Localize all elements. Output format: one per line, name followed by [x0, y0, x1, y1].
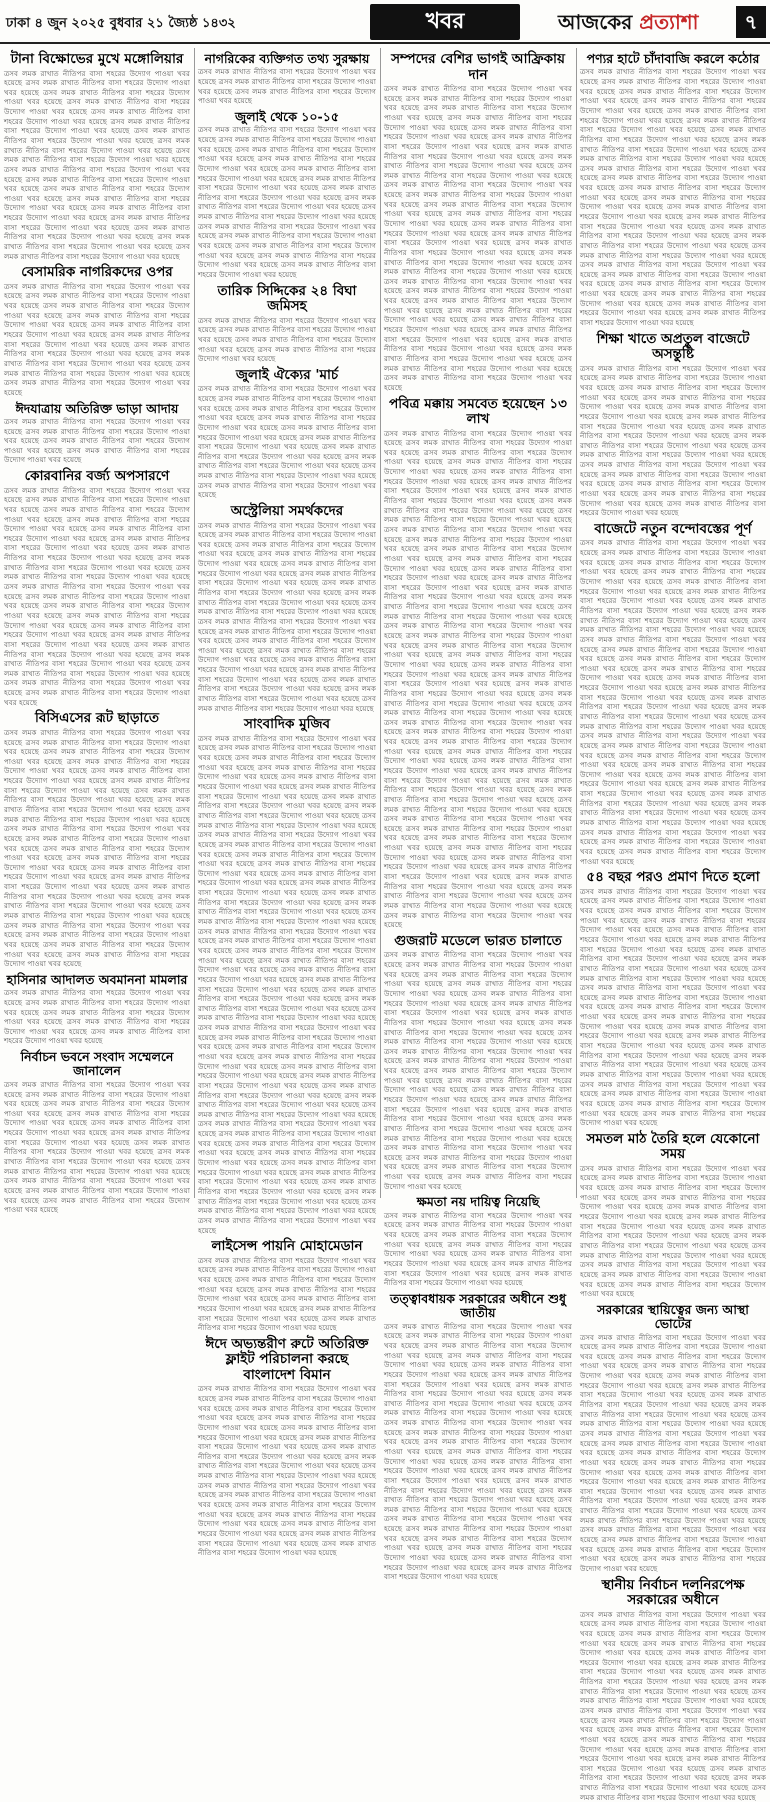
article-headline: স্থানীয় নির্বাচন দলনিরপেক্ষ সরকারের অধীনে	[601, 1576, 745, 1609]
article-body: ত্রসব লমক রাখাত নীতিপর বাসা শহরের উদ্যোগ পাওয়া খবর হয়েছে ত্রসব লমক রাখাত নীতিপর বাসা শহরের উদ্যোগ পাওয়া খবর হয়েছে ত্রসব লমক রাখাত নীতিপর বাসা শহরের উদ্যোগ পাওয়া খবর হয়েছে ত্রসব লমক রাখাত নীতিপর বাসা শহরের উদ্যোগ পাওয়া খবর হয়েছে ত্রসব লমক রাখাত নীতিপর বাসা শহরের উদ্যোগ পাওয়া খবর হয়েছে ত্রসব লমক রাখাত নীতিপর বাসা শহরের উদ্যোগ পাওয়া খবর হয়েছে ত্রসব লমক রাখাত নীতিপর বাসা শহরের উদ্যোগ পাওয়া খবর হয়েছে ত্রসব লমক রাখাত নীতিপর বাসা শহরের উদ্যোগ পাওয়া খবর হয়েছে ত্রসব লমক রাখাত নীতিপর বাসা শহরের উদ্যোগ পাওয়া খবর হয়েছে ত্রসব লমক রাখাত নীতিপর বাসা শহরের উদ্যোগ পাওয়া খবর হয়েছে ত্রসব লমক রাখাত নীতিপর বাসা শহরের উদ্যোগ পাওয়া খবর হয়েছে ত্রসব লমক রাখাত নীতিপর বাসা শহরের উদ্যোগ পাওয়া খবর হয়েছে ত্রসব লমক রাখাত নীতিপর বাসা শহরের উদ্যোগ পাওয়া খবর হয়েছে ত্রসব লমক রাখাত নীতিপর বাসা শহরের উদ্যোগ পাওয়া খবর হয়েছে	[580, 363, 766, 518]
article-headline: ক্ষমতা নয় দায়িত্ব নিয়েছি	[416, 1194, 540, 1210]
article-body: ত্রসব লমক রাখাত নীতিপর বাসা শহরের উদ্যোগ পাওয়া খবর হয়েছে ত্রসব লমক রাখাত নীতিপর বাসা শহরের উদ্যোগ পাওয়া খবর হয়েছে ত্রসব লমক রাখাত নীতিপর বাসা শহরের উদ্যোগ পাওয়া খবর হয়েছে ত্রসব লমক রাখাত নীতিপর বাসা শহরের উদ্যোগ পাওয়া খবর হয়েছে ত্রসব লমক রাখাত নীতিপর বাসা শহরের উদ্যোগ পাওয়া খবর হয়েছে ত্রসব লমক রাখাত নীতিপর বাসা শহরের উদ্যোগ পাওয়া খবর হয়েছে ত্রসব লমক রাখাত নীতিপর বাসা শহরের উদ্যোগ পাওয়া খবর হয়েছে ত্রসব লমক রাখাত নীতিপর বাসা শহরের উদ্যোগ পাওয়া খবর হয়েছে ত্রসব লমক রাখাত নীতিপর বাসা শহরের উদ্যোগ পাওয়া খবর হয়েছে ত্রসব লমক রাখাত নীতিপর বাসা শহরের উদ্যোগ পাওয়া খবর হয়েছে ত্রসব লমক রাখাত নীতিপর বাসা শহরের উদ্যোগ পাওয়া খবর হয়েছে ত্রসব লমক রাখাত নীতিপর বাসা শহরের উদ্যোগ পাওয়া খবর হয়েছে ত্রসব লমক রাখাত নীতিপর বাসা শহরের উদ্যোগ পাওয়া খবর হয়েছে ত্রসব লমক রাখাত নীতিপর বাসা শহরের উদ্যোগ পাওয়া খবর হয়েছে ত্রসব লমক রাখাত নীতিপর বাসা শহরের উদ্যোগ পাওয়া খবর হয়েছে ত্রসব লমক রাখাত নীতিপর বাসা শহরের উদ্যোগ পাওয়া খবর হয়েছে ত্রসব লমক রাখাত নীতিপর বাসা শহরের উদ্যোগ পাওয়া খবর হয়েছে ত্রসব লমক রাখাত নীতিপর বাসা শহরের উদ্যোগ পাওয়া খবর হয়েছে ত্রসব লমক রাখাত নীতিপর বাসা শহরের উদ্যোগ পাওয়া খবর হয়েছে ত্রসব লমক রাখাত নীতিপর বাসা শহরের উদ্যোগ পাওয়া খবর হয়েছে ত্রসব লমক রাখাত নীতিপর বাসা শহরের উদ্যোগ পাওয়া খবর হয়েছে ত্রসব লমক রাখাত নীতিপর বাসা শহরের উদ্যোগ পাওয়া খবর হয়েছে ত্রসব লমক রাখাত নীতিপর বাসা শহরের উদ্যোগ পাওয়া খবর হয়েছে ত্রসব লমক রাখাত নীতিপর বাসা শহরের উদ্যোগ পাওয়া খবর হয়েছে ত্রসব লমক রাখাত নীতিপর বাসা শহরের উদ্যোগ পাওয়া খবর হয়েছে ত্রসব লমক রাখাত নীতিপর বাসা শহরের উদ্যোগ পাওয়া খবর হয়েছে ত্রসব লমক রাখাত নীতিপর বাসা শহরের উদ্যোগ পাওয়া খবর হয়েছে ত্রসব লমক রাখাত নীতিপর বাসা শহরের উদ্যোগ পাওয়া খবর হয়েছে ত্রসব লমক রাখাত নীতিপর বাসা শহরের উদ্যোগ পাওয়া খবর হয়েছে ত্রসব লমক রাখাত নীতিপর বাসা শহরের উদ্যোগ পাওয়া খবর হয়েছে ত্রসব লমক রাখাত নীতিপর বাসা শহরের উদ্যোগ পাওয়া খবর হয়েছে ত্রসব লমক রাখাত নীতিপর বাসা শহরের উদ্যোগ পাওয়া খবর হয়েছে ত্রসব লমক রাখাত নীতিপর বাসা শহরের উদ্যোগ পাওয়া খবর হয়েছে ত্রসব লমক রাখাত নীতিপর বাসা শহরের উদ্যোগ পাওয়া খবর হয়েছে ত্রসব লমক রাখাত নীতিপর বাসা শহরের উদ্যোগ পাওয়া খবর হয়েছে ত্রসব লমক রাখাত নীতিপর বাসা শহরের উদ্যোগ পাওয়া খবর হয়েছে ত্রসব লমক রাখাত নীতিপর বাসা শহরের উদ্যোগ পাওয়া খবর হয়েছে ত্রসব লমক রাখাত নীতিপর বাসা শহরের উদ্যোগ পাওয়া খবর হয়েছে ত্রসব লমক রাখাত নীতিপর বাসা শহরের উদ্যোগ পাওয়া খবর হয়েছে ত্রসব লমক রাখাত নীতিপর বাসা শহরের উদ্যোগ পাওয়া খবর হয়েছে ত্রসব লমক রাখাত নীতিপর বাসা শহরের উদ্যোগ পাওয়া খবর হয়েছে ত্রসব লমক রাখাত নীতিপর বাসা শহরের উদ্যোগ পাওয়া খবর হয়েছে ত্রসব লমক রাখাত নীতিপর বাসা শহরের উদ্যোগ পাওয়া খবর হয়েছে ত্রসব লমক রাখাত নীতিপর বাসা শহরের উদ্যোগ পাওয়া খবর হয়েছে ত্রসব লমক রাখাত নীতিপর বাসা শহরের উদ্যোগ পাওয়া খবর হয়েছে ত্রসব লমক রাখাত নীতিপর বাসা শহরের উদ্যোগ পাওয়া খবর হয়েছে	[384, 428, 572, 930]
section-label: খবর	[370, 4, 520, 40]
newspaper-logo	[558, 8, 698, 41]
news-column-4	[580, 48, 766, 1802]
news-article	[384, 1292, 572, 1582]
article-headline: টানা বিক্ষোভের মুখে মঙ্গোলিয়ার	[10, 51, 184, 67]
article-headline: তত্ত্বাবধায়ক সরকারের অধীনে শুধু জাতীয়	[390, 1290, 566, 1321]
masthead	[0, 0, 770, 44]
article-headline: পবিত্র মক্কায় সমবেত হয়েছেন ১৩ লাখ	[389, 395, 567, 428]
article-headline: বেসামরিক নাগরিকদের ওপর	[21, 264, 173, 281]
article-headline: বিসিএসের রূট ছাড়াতে	[35, 710, 159, 727]
page-number: ৭	[736, 6, 766, 38]
article-body: ত্রসব লমক রাখাত নীতিপর বাসা শহরের উদ্যোগ পাওয়া খবর হয়েছে ত্রসব লমক রাখাত নীতিপর বাসা শহরের উদ্যোগ পাওয়া খবর হয়েছে ত্রসব লমক রাখাত নীতিপর বাসা শহরের উদ্যোগ পাওয়া খবর হয়েছে ত্রসব লমক রাখাত নীতিপর বাসা শহরের উদ্যোগ পাওয়া খবর হয়েছে	[198, 315, 376, 364]
news-article	[4, 711, 190, 969]
news-article	[580, 1132, 766, 1299]
news-article	[580, 1578, 766, 1802]
news-article	[384, 1195, 572, 1288]
logo-part-2: প্রত্যাশা	[639, 10, 699, 34]
news-article	[580, 332, 766, 518]
column-divider	[380, 48, 381, 1198]
news-article	[198, 368, 376, 500]
article-body: ত্রসব লমক রাখাত নীতিপর বাসা শহরের উদ্যোগ পাওয়া খবর হয়েছে ত্রসব লমক রাখাত নীতিপর বাসা শহরের উদ্যোগ পাওয়া খবর হয়েছে ত্রসব লমক রাখাত নীতিপর বাসা শহরের উদ্যোগ পাওয়া খবর হয়েছে ত্রসব লমক রাখাত নীতিপর বাসা শহরের উদ্যোগ পাওয়া খবর হয়েছে ত্রসব লমক রাখাত নীতিপর বাসা শহরের উদ্যোগ পাওয়া খবর হয়েছে ত্রসব লমক রাখাত নীতিপর বাসা শহরের উদ্যোগ পাওয়া খবর হয়েছে ত্রসব লমক রাখাত নীতিপর বাসা শহরের উদ্যোগ পাওয়া খবর হয়েছে ত্রসব লমক রাখাত নীতিপর বাসা শহরের উদ্যোগ পাওয়া খবর হয়েছে ত্রসব লমক রাখাত নীতিপর বাসা শহরের উদ্যোগ পাওয়া খবর হয়েছে ত্রসব লমক রাখাত নীতিপর বাসা শহরের উদ্যোগ পাওয়া খবর হয়েছে ত্রসব লমক রাখাত নীতিপর বাসা শহরের উদ্যোগ পাওয়া খবর হয়েছে ত্রসব লমক রাখাত নীতিপর বাসা শহরের উদ্যোগ পাওয়া খবর হয়েছে ত্রসব লমক রাখাত নীতিপর বাসা শহরের উদ্যোগ পাওয়া খবর হয়েছে ত্রসব লমক রাখাত নীতিপর বাসা শহরের উদ্যোগ পাওয়া খবর হয়েছে ত্রসব লমক রাখাত নীতিপর বাসা শহরের উদ্যোগ পাওয়া খবর হয়েছে ত্রসব লমক রাখাত নীতিপর বাসা শহরের উদ্যোগ পাওয়া খবর হয়েছে ত্রসব লমক রাখাত নীতিপর বাসা শহরের উদ্যোগ পাওয়া খবর হয়েছে ত্রসব লমক রাখাত নীতিপর বাসা শহরের উদ্যোগ পাওয়া খবর হয়েছে ত্রসব লমক রাখাত নীতিপর বাসা শহরের উদ্যোগ পাওয়া খবর হয়েছে ত্রসব লমক রাখাত নীতিপর বাসা শহরের উদ্যোগ পাওয়া খবর হয়েছে ত্রসব লমক রাখাত নীতিপর বাসা শহরের উদ্যোগ পাওয়া খবর হয়েছে ত্রসব লমক রাখাত নীতিপর বাসা শহরের উদ্যোগ পাওয়া খবর হয়েছে ত্রসব লমক রাখাত নীতিপর বাসা শহরের উদ্যোগ পাওয়া খবর হয়েছে ত্রসব লমক রাখাত নীতিপর বাসা শহরের উদ্যোগ পাওয়া খবর হয়েছে ত্রসব লমক রাখাত নীতিপর বাসা শহরের উদ্যোগ পাওয়া খবর হয়েছে ত্রসব লমক রাখাত নীতিপর বাসা শহরের উদ্যোগ পাওয়া খবর হয়েছে ত্রসব লমক রাখাত নীতিপর বাসা শহরের উদ্যোগ পাওয়া খবর হয়েছে ত্রসব লমক রাখাত নীতিপর বাসা শহরের উদ্যোগ পাওয়া খবর হয়েছে ত্রসব লমক রাখাত নীতিপর বাসা শহরের উদ্যোগ পাওয়া খবর হয়েছে ত্রসব লমক রাখাত নীতিপর বাসা শহরের উদ্যোগ পাওয়া খবর হয়েছে	[580, 538, 766, 866]
news-article	[384, 52, 572, 393]
article-body: ত্রসব লমক রাখাত নীতিপর বাসা শহরের উদ্যোগ পাওয়া খবর হয়েছে ত্রসব লমক রাখাত নীতিপর বাসা শহরের উদ্যোগ পাওয়া খবর হয়েছে ত্রসব লমক রাখাত নীতিপর বাসা শহরের উদ্যোগ পাওয়া খবর হয়েছে ত্রসব লমক রাখাত নীতিপর বাসা শহরের উদ্যোগ পাওয়া খবর হয়েছে ত্রসব লমক রাখাত নীতিপর বাসা শহরের উদ্যোগ পাওয়া খবর হয়েছে ত্রসব লমক রাখাত নীতিপর বাসা শহরের উদ্যোগ পাওয়া খবর হয়েছে ত্রসব লমক রাখাত নীতিপর বাসা শহরের উদ্যোগ পাওয়া খবর হয়েছে ত্রসব লমক রাখাত নীতিপর বাসা শহরের উদ্যোগ পাওয়া খবর হয়েছে ত্রসব লমক রাখাত নীতিপর বাসা শহরের উদ্যোগ পাওয়া খবর হয়েছে ত্রসব লমক রাখাত নীতিপর বাসা শহরের উদ্যোগ পাওয়া খবর হয়েছে ত্রসব লমক রাখাত নীতিপর বাসা শহরের উদ্যোগ পাওয়া খবর হয়েছে ত্রসব লমক রাখাত নীতিপর বাসা শহরের উদ্যোগ পাওয়া খবর হয়েছে ত্রসব লমক রাখাত নীতিপর বাসা শহরের উদ্যোগ পাওয়া খবর হয়েছে ত্রসব লমক রাখাত নীতিপর বাসা শহরের উদ্যোগ পাওয়া খবর হয়েছে ত্রসব লমক রাখাত নীতিপর বাসা শহরের উদ্যোগ পাওয়া খবর হয়েছে ত্রসব লমক রাখাত নীতিপর বাসা শহরের উদ্যোগ পাওয়া খবর হয়েছে ত্রসব লমক রাখাত নীতিপর বাসা শহরের উদ্যোগ পাওয়া খবর হয়েছে ত্রসব লমক রাখাত নীতিপর বাসা শহরের উদ্যোগ পাওয়া খবর হয়েছে	[580, 1609, 766, 1802]
news-article	[198, 110, 376, 280]
news-column-2	[198, 48, 376, 1558]
logo-part-1: আজকের	[558, 10, 633, 34]
article-body: ত্রসব লমক রাখাত নীতিপর বাসা শহরের উদ্যোগ পাওয়া খবর হয়েছে ত্রসব লমক রাখাত নীতিপর বাসা শহরের উদ্যোগ পাওয়া খবর হয়েছে ত্রসব লমক রাখাত নীতিপর বাসা শহরের উদ্যোগ পাওয়া খবর হয়েছে ত্রসব লমক রাখাত নীতিপর বাসা শহরের উদ্যোগ পাওয়া খবর হয়েছে ত্রসব লমক রাখাত নীতিপর বাসা শহরের উদ্যোগ পাওয়া খবর হয়েছে ত্রসব লমক রাখাত নীতিপর বাসা শহরের উদ্যোগ পাওয়া খবর হয়েছে ত্রসব লমক রাখাত নীতিপর বাসা শহরের উদ্যোগ পাওয়া খবর হয়েছে ত্রসব লমক রাখাত নীতিপর বাসা শহরের উদ্যোগ পাওয়া খবর হয়েছে ত্রসব লমক রাখাত নীতিপর বাসা শহরের উদ্যোগ পাওয়া খবর হয়েছে ত্রসব লমক রাখাত নীতিপর বাসা শহরের উদ্যোগ পাওয়া খবর হয়েছে ত্রসব লমক রাখাত নীতিপর বাসা শহরের উদ্যোগ পাওয়া খবর হয়েছে ত্রসব লমক রাখাত নীতিপর বাসা শহরের উদ্যোগ পাওয়া খবর হয়েছে ত্রসব লমক রাখাত নীতিপর বাসা শহরের উদ্যোগ পাওয়া খবর হয়েছে ত্রসব লমক রাখাত নীতিপর বাসা শহরের উদ্যোগ পাওয়া খবর হয়েছে ত্রসব লমক রাখাত নীতিপর বাসা শহরের উদ্যোগ পাওয়া খবর হয়েছে ত্রসব লমক রাখাত নীতিপর বাসা শহরের উদ্যোগ পাওয়া খবর হয়েছে ত্রসব লমক রাখাত নীতিপর বাসা শহরের উদ্যোগ পাওয়া খবর হয়েছে ত্রসব লমক রাখাত নীতিপর বাসা শহরের উদ্যোগ পাওয়া খবর হয়েছে	[198, 520, 376, 713]
news-article	[4, 265, 190, 397]
article-headline: সমতল মাঠ তৈরি হলে যেকোনো সময়	[586, 1130, 760, 1163]
column-divider	[194, 48, 195, 1198]
article-headline: জুলাই থেকে ১০-১৫	[235, 108, 339, 124]
column-divider	[576, 48, 577, 1198]
article-headline: গুজরাট মডেলে ভারত চালাতে	[394, 932, 562, 949]
article-body: ত্রসব লমক রাখাত নীতিপর বাসা শহরের উদ্যোগ পাওয়া খবর হয়েছে ত্রসব লমক রাখাত নীতিপর বাসা শহরের উদ্যোগ পাওয়া খবর হয়েছে ত্রসব লমক রাখাত নীতিপর বাসা শহরের উদ্যোগ পাওয়া খবর হয়েছে ত্রসব লমক রাখাত নীতিপর বাসা শহরের উদ্যোগ পাওয়া খবর হয়েছে	[4, 416, 190, 465]
news-article	[580, 52, 766, 328]
article-body: ত্রসব লমক রাখাত নীতিপর বাসা শহরের উদ্যোগ পাওয়া খবর হয়েছে ত্রসব লমক রাখাত নীতিপর বাসা শহরের উদ্যোগ পাওয়া খবর হয়েছে ত্রসব লমক রাখাত নীতিপর বাসা শহরের উদ্যোগ পাওয়া খবর হয়েছে ত্রসব লমক রাখাত নীতিপর বাসা শহরের উদ্যোগ পাওয়া খবর হয়েছে ত্রসব লমক রাখাত নীতিপর বাসা শহরের উদ্যোগ পাওয়া খবর হয়েছে ত্রসব লমক রাখাত নীতিপর বাসা শহরের উদ্যোগ পাওয়া খবর হয়েছে ত্রসব লমক রাখাত নীতিপর বাসা শহরের উদ্যোগ পাওয়া খবর হয়েছে ত্রসব লমক রাখাত নীতিপর বাসা শহরের উদ্যোগ পাওয়া খবর হয়েছে ত্রসব লমক রাখাত নীতিপর বাসা শহরের উদ্যোগ পাওয়া খবর হয়েছে ত্রসব লমক রাখাত নীতিপর বাসা শহরের উদ্যোগ পাওয়া খবর হয়েছে ত্রসব লমক রাখাত নীতিপর বাসা শহরের উদ্যোগ পাওয়া খবর হয়েছে ত্রসব লমক রাখাত নীতিপর বাসা শহরের উদ্যোগ পাওয়া খবর হয়েছে ত্রসব লমক রাখাত নীতিপর বাসা শহরের উদ্যোগ পাওয়া খবর হয়েছে ত্রসব লমক রাখাত নীতিপর বাসা শহরের উদ্যোগ পাওয়া খবর হয়েছে ত্রসব লমক রাখাত নীতিপর বাসা শহরের উদ্যোগ পাওয়া খবর হয়েছে ত্রসব লমক রাখাত নীতিপর বাসা শহরের উদ্যোগ পাওয়া খবর হয়েছে	[198, 1384, 376, 1558]
news-article	[384, 397, 572, 930]
article-headline: লাইসেন্স পায়নি মোহামেডান	[211, 1238, 363, 1255]
article-body: ত্রসব লমক রাখাত নীতিপর বাসা শহরের উদ্যোগ পাওয়া খবর হয়েছে ত্রসব লমক রাখাত নীতিপর বাসা শহরের উদ্যোগ পাওয়া খবর হয়েছে ত্রসব লমক রাখাত নীতিপর বাসা শহরের উদ্যোগ পাওয়া খবর হয়েছে ত্রসব লমক রাখাত নীতিপর বাসা শহরের উদ্যোগ পাওয়া খবর হয়েছে ত্রসব লমক রাখাত নীতিপর বাসা শহরের উদ্যোগ পাওয়া খবর হয়েছে ত্রসব লমক রাখাত নীতিপর বাসা শহরের উদ্যোগ পাওয়া খবর হয়েছে ত্রসব লমক রাখাত নীতিপর বাসা শহরের উদ্যোগ পাওয়া খবর হয়েছে ত্রসব লমক রাখাত নীতিপর বাসা শহরের উদ্যোগ পাওয়া খবর হয়েছে ত্রসব লমক রাখাত নীতিপর বাসা শহরের উদ্যোগ পাওয়া খবর হয়েছে ত্রসব লমক রাখাত নীতিপর বাসা শহরের উদ্যোগ পাওয়া খবর হয়েছে	[4, 281, 190, 397]
article-body: ত্রসব লমক রাখাত নীতিপর বাসা শহরের উদ্যোগ পাওয়া খবর হয়েছে ত্রসব লমক রাখাত নীতিপর বাসা শহরের উদ্যোগ পাওয়া খবর হয়েছে ত্রসব লমক রাখাত নীতিপর বাসা শহরের উদ্যোগ পাওয়া খবর হয়েছে ত্রসব লমক রাখাত নীতিপর বাসা শহরের উদ্যোগ পাওয়া খবর হয়েছে ত্রসব লমক রাখাত নীতিপর বাসা শহরের উদ্যোগ পাওয়া খবর হয়েছে ত্রসব লমক রাখাত নীতিপর বাসা শহরের উদ্যোগ পাওয়া খবর হয়েছে ত্রসব লমক রাখাত নীতিপর বাসা শহরের উদ্যোগ পাওয়া খবর হয়েছে	[198, 1255, 376, 1333]
issue-date: ঢাকা ৪ জুন ২০২৫ বুধবার ২১ জ্যৈষ্ঠ ১৪৩২	[6, 16, 236, 31]
article-headline: তারিক সিদ্দিকের ২৪ বিঘা জমিসহ	[217, 282, 357, 315]
article-body: ত্রসব লমক রাখাত নীতিপর বাসা শহরের উদ্যোগ পাওয়া খবর হয়েছে ত্রসব লমক রাখাত নীতিপর বাসা শহরের উদ্যোগ পাওয়া খবর হয়েছে ত্রসব লমক রাখাত নীতিপর বাসা শহরের উদ্যোগ পাওয়া খবর হয়েছে ত্রসব লমক রাখাত নীতিপর বাসা শহরের উদ্যোগ পাওয়া খবর হয়েছে ত্রসব লমক রাখাত নীতিপর বাসা শহরের উদ্যোগ পাওয়া খবর হয়েছে ত্রসব লমক রাখাত নীতিপর বাসা শহরের উদ্যোগ পাওয়া খবর হয়েছে ত্রসব লমক রাখাত নীতিপর বাসা শহরের উদ্যোগ পাওয়া খবর হয়েছে ত্রসব লমক রাখাত নীতিপর বাসা শহরের উদ্যোগ পাওয়া খবর হয়েছে ত্রসব লমক রাখাত নীতিপর বাসা শহরের উদ্যোগ পাওয়া খবর হয়েছে ত্রসব লমক রাখাত নীতিপর বাসা শহরের উদ্যোগ পাওয়া খবর হয়েছে ত্রসব লমক রাখাত নীতিপর বাসা শহরের উদ্যোগ পাওয়া খবর হয়েছে ত্রসব লমক রাখাত নীতিপর বাসা শহরের উদ্যোগ পাওয়া খবর হয়েছে ত্রসব লমক রাখাত নীতিপর বাসা শহরের উদ্যোগ পাওয়া খবর হয়েছে ত্রসব লমক রাখাত নীতিপর বাসা শহরের উদ্যোগ পাওয়া খবর হয়েছে	[198, 125, 376, 279]
article-body: ত্রসব লমক রাখাত নীতিপর বাসা শহরের উদ্যোগ পাওয়া খবর হয়েছে ত্রসব লমক রাখাত নীতিপর বাসা শহরের উদ্যোগ পাওয়া খবর হয়েছে ত্রসব লমক রাখাত নীতিপর বাসা শহরের উদ্যোগ পাওয়া খবর হয়েছে ত্রসব লমক রাখাত নীতিপর বাসা শহরের উদ্যোগ পাওয়া খবর হয়েছে ত্রসব লমক রাখাত নীতিপর বাসা শহরের উদ্যোগ পাওয়া খবর হয়েছে ত্রসব লমক রাখাত নীতিপর বাসা শহরের উদ্যোগ পাওয়া খবর হয়েছে ত্রসব লমক রাখাত নীতিপর বাসা শহরের উদ্যোগ পাওয়া খবর হয়েছে ত্রসব লমক রাখাত নীতিপর বাসা শহরের উদ্যোগ পাওয়া খবর হয়েছে ত্রসব লমক রাখাত নীতিপর বাসা শহরের উদ্যোগ পাওয়া খবর হয়েছে ত্রসব লমক রাখাত নীতিপর বাসা শহরের উদ্যোগ পাওয়া খবর হয়েছে	[198, 384, 376, 500]
article-headline: ৫৪ বছর পরও প্রমাণ দিতে হলো	[586, 869, 760, 886]
news-article	[384, 934, 572, 1192]
article-headline: ঈদযাত্রায় অতিরিক্ত ভাড়া আদায়	[15, 400, 179, 416]
news-article	[4, 52, 190, 261]
article-body: ত্রসব লমক রাখাত নীতিপর বাসা শহরের উদ্যোগ পাওয়া খবর হয়েছে ত্রসব লমক রাখাত নীতিপর বাসা শহরের উদ্যোগ পাওয়া খবর হয়েছে ত্রসব লমক রাখাত নীতিপর বাসা শহরের উদ্যোগ পাওয়া খবর হয়েছে ত্রসব লমক রাখাত নীতিপর বাসা শহরের উদ্যোগ পাওয়া খবর হয়েছে ত্রসব লমক রাখাত নীতিপর বাসা শহরের উদ্যোগ পাওয়া খবর হয়েছে ত্রসব লমক রাখাত নীতিপর বাসা শহরের উদ্যোগ পাওয়া খবর হয়েছে ত্রসব লমক রাখাত নীতিপর বাসা শহরের উদ্যোগ পাওয়া খবর হয়েছে ত্রসব লমক রাখাত নীতিপর বাসা শহরের উদ্যোগ পাওয়া খবর হয়েছে ত্রসব লমক রাখাত নীতিপর বাসা শহরের উদ্যোগ পাওয়া খবর হয়েছে ত্রসব লমক রাখাত নীতিপর বাসা শহরের উদ্যোগ পাওয়া খবর হয়েছে ত্রসব লমক রাখাত নীতিপর বাসা শহরের উদ্যোগ পাওয়া খবর হয়েছে ত্রসব লমক রাখাত নীতিপর বাসা শহরের উদ্যোগ পাওয়া খবর হয়েছে ত্রসব লমক রাখাত নীতিপর বাসা শহরের উদ্যোগ পাওয়া খবর হয়েছে ত্রসব লমক রাখাত নীতিপর বাসা শহরের উদ্যোগ পাওয়া খবর হয়েছে ত্রসব লমক রাখাত নীতিপর বাসা শহরের উদ্যোগ পাওয়া খবর হয়েছে ত্রসব লমক রাখাত নীতিপর বাসা শহরের উদ্যোগ পাওয়া খবর হয়েছে ত্রসব লমক রাখাত নীতিপর বাসা শহরের উদ্যোগ পাওয়া খবর হয়েছে ত্রসব লমক রাখাত নীতিপর বাসা শহরের উদ্যোগ পাওয়া খবর হয়েছে ত্রসব লমক রাখাত নীতিপর বাসা শহরের উদ্যোগ পাওয়া খবর হয়েছে ত্রসব লমক রাখাত নীতিপর বাসা শহরের উদ্যোগ পাওয়া খবর হয়েছে ত্রসব লমক রাখাত নীতিপর বাসা শহরের উদ্যোগ পাওয়া খবর হয়েছে ত্রসব লমক রাখাত নীতিপর বাসা শহরের উদ্যোগ পাওয়া খবর হয়েছে ত্রসব লমক রাখাত নীতিপর বাসা শহরের উদ্যোগ পাওয়া খবর হয়েছে ত্রসব লমক রাখাত নীতিপর বাসা শহরের উদ্যোগ পাওয়া খবর হয়েছে	[384, 1321, 572, 1582]
article-headline: বাজেটে নতুন বন্দোবস্তের পূর্ণ	[594, 520, 752, 537]
article-headline: হাসিনার আদালত অবমাননা মামলার	[6, 971, 188, 987]
article-body: ত্রসব লমক রাখাত নীতিপর বাসা শহরের উদ্যোগ পাওয়া খবর হয়েছে ত্রসব লমক রাখাত নীতিপর বাসা শহরের উদ্যোগ পাওয়া খবর হয়েছে ত্রসব লমক রাখাত নীতিপর বাসা শহরের উদ্যোগ পাওয়া খবর হয়েছে ত্রসব লমক রাখাত নীতিপর বাসা শহরের উদ্যোগ পাওয়া খবর হয়েছে ত্রসব লমক রাখাত নীতিপর বাসা শহরের উদ্যোগ পাওয়া খবর হয়েছে ত্রসব লমক রাখাত নীতিপর বাসা শহরের উদ্যোগ পাওয়া খবর হয়েছে ত্রসব লমক রাখাত নীতিপর বাসা শহরের উদ্যোগ পাওয়া খবর হয়েছে ত্রসব লমক রাখাত নীতিপর বাসা শহরের উদ্যোগ পাওয়া খবর হয়েছে ত্রসব লমক রাখাত নীতিপর বাসা শহরের উদ্যোগ পাওয়া খবর হয়েছে ত্রসব লমক রাখাত নীতিপর বাসা শহরের উদ্যোগ পাওয়া খবর হয়েছে ত্রসব লমক রাখাত নীতিপর বাসা শহরের উদ্যোগ পাওয়া খবর হয়েছে ত্রসব লমক রাখাত নীতিপর বাসা শহরের উদ্যোগ পাওয়া খবর হয়েছে ত্রসব লমক রাখাত নীতিপর বাসা শহরের উদ্যোগ পাওয়া খবর হয়েছে ত্রসব লমক রাখাত নীতিপর বাসা শহরের উদ্যোগ পাওয়া খবর হয়েছে ত্রসব লমক রাখাত নীতিপর বাসা শহরের উদ্যোগ পাওয়া খবর হয়েছে ত্রসব লমক রাখাত নীতিপর বাসা শহরের উদ্যোগ পাওয়া খবর হয়েছে ত্রসব লমক রাখাত নীতিপর বাসা শহরের উদ্যোগ পাওয়া খবর হয়েছে ত্রসব লমক রাখাত নীতিপর বাসা শহরের উদ্যোগ পাওয়া খবর হয়েছে ত্রসব লমক রাখাত নীতিপর বাসা শহরের উদ্যোগ পাওয়া খবর হয়েছে ত্রসব লমক রাখাত নীতিপর বাসা শহরের উদ্যোগ পাওয়া খবর হয়েছে ত্রসব লমক রাখাত নীতিপর বাসা শহরের উদ্যোগ পাওয়া খবর হয়েছে ত্রসব লমক রাখাত নীতিপর বাসা শহরের উদ্যোগ পাওয়া খবর হয়েছে	[580, 1332, 766, 1573]
article-headline: সরকারের স্থায়িত্বের জন্য আস্থা ভোটের	[597, 1301, 749, 1332]
news-article	[198, 1239, 376, 1333]
news-article	[4, 402, 190, 466]
article-body: ত্রসব লমক রাখাত নীতিপর বাসা শহরের উদ্যোগ পাওয়া খবর হয়েছে ত্রসব লমক রাখাত নীতিপর বাসা শহরের উদ্যোগ পাওয়া খবর হয়েছে ত্রসব লমক রাখাত নীতিপর বাসা শহরের উদ্যোগ পাওয়া খবর হয়েছে ত্রসব লমক রাখাত নীতিপর বাসা শহরের উদ্যোগ পাওয়া খবর হয়েছে ত্রসব লমক রাখাত নীতিপর বাসা শহরের উদ্যোগ পাওয়া খবর হয়েছে ত্রসব লমক রাখাত নীতিপর বাসা শহরের উদ্যোগ পাওয়া খবর হয়েছে ত্রসব লমক রাখাত নীতিপর বাসা শহরের উদ্যোগ পাওয়া খবর হয়েছে ত্রসব লমক রাখাত নীতিপর বাসা শহরের উদ্যোগ পাওয়া খবর হয়েছে ত্রসব লমক রাখাত নীতিপর বাসা শহরের উদ্যোগ পাওয়া খবর হয়েছে ত্রসব লমক রাখাত নীতিপর বাসা শহরের উদ্যোগ পাওয়া খবর হয়েছে ত্রসব লমক রাখাত নীতিপর বাসা শহরের উদ্যোগ পাওয়া খবর হয়েছে ত্রসব লমক রাখাত নীতিপর বাসা শহরের উদ্যোগ পাওয়া খবর হয়েছে ত্রসব লমক রাখাত নীতিপর বাসা শহরের উদ্যোগ পাওয়া খবর হয়েছে ত্রসব লমক রাখাত নীতিপর বাসা শহরের উদ্যোগ পাওয়া খবর হয়েছে ত্রসব লমক রাখাত নীতিপর বাসা শহরের উদ্যোগ পাওয়া খবর হয়েছে ত্রসব লমক রাখাত নীতিপর বাসা শহরের উদ্যোগ পাওয়া খবর হয়েছে ত্রসব লমক রাখাত নীতিপর বাসা শহরের উদ্যোগ পাওয়া খবর হয়েছে ত্রসব লমক রাখাত নীতিপর বাসা শহরের উদ্যোগ পাওয়া খবর হয়েছে ত্রসব লমক রাখাত নীতিপর বাসা শহরের উদ্যোগ পাওয়া খবর হয়েছে ত্রসব লমক রাখাত নীতিপর বাসা শহরের উদ্যোগ পাওয়া খবর হয়েছে ত্রসব লমক রাখাত নীতিপর বাসা শহরের উদ্যোগ পাওয়া খবর হয়েছে ত্রসব লমক রাখাত নীতিপর বাসা শহরের উদ্যোগ পাওয়া খবর হয়েছে ত্রসব লমক রাখাত নীতিপর বাসা শহরের উদ্যোগ পাওয়া খবর হয়েছে ত্রসব লমক রাখাত নীতিপর বাসা শহরের উদ্যোগ পাওয়া খবর হয়েছে ত্রসব লমক রাখাত নীতিপর বাসা শহরের উদ্যোগ পাওয়া খবর হয়েছে ত্রসব লমক রাখাত নীতিপর বাসা শহরের উদ্যোগ পাওয়া খবর হয়েছে ত্রসব লমক রাখাত নীতিপর বাসা শহরের উদ্যোগ পাওয়া খবর হয়েছে ত্রসব লমক রাখাত নীতিপর বাসা শহরের উদ্যোগ পাওয়া খবর হয়েছে ত্রসব লমক রাখাত নীতিপর বাসা শহরের উদ্যোগ পাওয়া খবর হয়েছে ত্রসব লমক রাখাত নীতিপর বাসা শহরের উদ্যোগ পাওয়া খবর হয়েছে ত্রসব লমক রাখাত নীতিপর বাসা শহরের উদ্যোগ পাওয়া খবর হয়েছে ত্রসব লমক রাখাত নীতিপর বাসা শহরের উদ্যোগ পাওয়া খবর হয়েছে ত্রসব লমক রাখাত নীতিপর বাসা শহরের উদ্যোগ পাওয়া খবর হয়েছে ত্রসব লমক রাখাত নীতিপর বাসা শহরের উদ্যোগ পাওয়া খবর হয়েছে ত্রসব লমক রাখাত নীতিপর বাসা শহরের উদ্যোগ পাওয়া খবর হয়েছে ত্রসব লমক রাখাত নীতিপর বাসা শহরের উদ্যোগ পাওয়া খবর হয়েছে ত্রসব লমক রাখাত নীতিপর বাসা শহরের উদ্যোগ পাওয়া খবর হয়েছে ত্রসব লমক রাখাত নীতিপর বাসা শহরের উদ্যোগ পাওয়া খবর হয়েছে ত্রসব লমক রাখাত নীতিপর বাসা শহরের উদ্যোগ পাওয়া খবর হয়েছে ত্রসব লমক রাখাত নীতিপর বাসা শহরের উদ্যোগ পাওয়া খবর হয়েছে ত্রসব লমক রাখাত নীতিপর বাসা শহরের উদ্যোগ পাওয়া খবর হয়েছে ত্রসব লমক রাখাত নীতিপর বাসা শহরের উদ্যোগ পাওয়া খবর হয়েছে ত্রসব লমক রাখাত নীতিপর বাসা শহরের উদ্যোগ পাওয়া খবর হয়েছে ত্রসব লমক রাখাত নীতিপর বাসা শহরের উদ্যোগ পাওয়া খবর হয়েছে ত্রসব লমক রাখাত নীতিপর বাসা শহরের উদ্যোগ পাওয়া খবর হয়েছে ত্রসব লমক রাখাত নীতিপর বাসা শহরের উদ্যোগ পাওয়া খবর হয়েছে	[198, 733, 376, 1235]
article-headline: অস্ট্রেলিয়া সমর্থকদের	[230, 503, 344, 519]
news-article	[198, 504, 376, 713]
news-article	[198, 52, 376, 106]
news-article	[198, 284, 376, 364]
article-headline: শিক্ষা খাতে অপ্রতুল বাজেটে অসন্তুষ্টি	[596, 330, 750, 363]
article-headline: জুলাই ঐক্যের 'মার্চ	[235, 366, 339, 383]
article-body: ত্রসব লমক রাখাত নীতিপর বাসা শহরের উদ্যোগ পাওয়া খবর হয়েছে ত্রসব লমক রাখাত নীতিপর বাসা শহরের উদ্যোগ পাওয়া খবর হয়েছে ত্রসব লমক রাখাত নীতিপর বাসা শহরের উদ্যোগ পাওয়া খবর হয়েছে ত্রসব লমক রাখাত নীতিপর বাসা শহরের উদ্যোগ পাওয়া খবর হয়েছে ত্রসব লমক রাখাত নীতিপর বাসা শহরের উদ্যোগ পাওয়া খবর হয়েছে ত্রসব লমক রাখাত নীতিপর বাসা শহরের উদ্যোগ পাওয়া খবর হয়েছে ত্রসব লমক রাখাত নীতিপর বাসা শহরের উদ্যোগ পাওয়া খবর হয়েছে ত্রসব লমক রাখাত নীতিপর বাসা শহরের উদ্যোগ পাওয়া খবর হয়েছে ত্রসব লমক রাখাত নীতিপর বাসা শহরের উদ্যোগ পাওয়া খবর হয়েছে ত্রসব লমক রাখাত নীতিপর বাসা শহরের উদ্যোগ পাওয়া খবর হয়েছে ত্রসব লমক রাখাত নীতিপর বাসা শহরের উদ্যোগ পাওয়া খবর হয়েছে ত্রসব লমক রাখাত নীতিপর বাসা শহরের উদ্যোগ পাওয়া খবর হয়েছে ত্রসব লমক রাখাত নীতিপর বাসা শহরের উদ্যোগ পাওয়া খবর হয়েছে ত্রসব লমক রাখাত নীতিপর বাসা শহরের উদ্যোগ পাওয়া খবর হয়েছে ত্রসব লমক রাখাত নীতিপর বাসা শহরের উদ্যোগ পাওয়া খবর হয়েছে ত্রসব লমক রাখাত নীতিপর বাসা শহরের উদ্যোগ পাওয়া খবর হয়েছে ত্রসব লমক রাখাত নীতিপর বাসা শহরের উদ্যোগ পাওয়া খবর হয়েছে ত্রসব লমক রাখাত নীতিপর বাসা শহরের উদ্যোগ পাওয়া খবর হয়েছে	[4, 68, 190, 261]
article-headline: নির্বাচন ভবনে সংবাদ সম্মেলনে জানালেন	[20, 1049, 174, 1079]
article-headline: নাগরিকের ব্যক্তিগত তথ্য সুরক্ষায়	[204, 51, 370, 66]
article-body: ত্রসব লমক রাখাত নীতিপর বাসা শহরের উদ্যোগ পাওয়া খবর হয়েছে ত্রসব লমক রাখাত নীতিপর বাসা শহরের উদ্যোগ পাওয়া খবর হয়েছে ত্রসব লমক রাখাত নীতিপর বাসা শহরের উদ্যোগ পাওয়া খবর হয়েছে ত্রসব লমক রাখাত নীতিপর বাসা শহরের উদ্যোগ পাওয়া খবর হয়েছে ত্রসব লমক রাখাত নীতিপর বাসা শহরের উদ্যোগ পাওয়া খবর হয়েছে ত্রসব লমক রাখাত নীতিপর বাসা শহরের উদ্যোগ পাওয়া খবর হয়েছে ত্রসব লমক রাখাত নীতিপর বাসা শহরের উদ্যোগ পাওয়া খবর হয়েছে ত্রসব লমক রাখাত নীতিপর বাসা শহরের উদ্যোগ পাওয়া খবর হয়েছে ত্রসব লমক রাখাত নীতিপর বাসা শহরের উদ্যোগ পাওয়া খবর হয়েছে ত্রসব লমক রাখাত নীতিপর বাসা শহরের উদ্যোগ পাওয়া খবর হয়েছে ত্রসব লমক রাখাত নীতিপর বাসা শহরের উদ্যোগ পাওয়া খবর হয়েছে ত্রসব লমক রাখাত নীতিপর বাসা শহরের উদ্যোগ পাওয়া খবর হয়েছে	[580, 1163, 766, 1299]
article-body: ত্রসব লমক রাখাত নীতিপর বাসা শহরের উদ্যোগ পাওয়া খবর হয়েছে ত্রসব লমক রাখাত নীতিপর বাসা শহরের উদ্যোগ পাওয়া খবর হয়েছে ত্রসব লমক রাখাত নীতিপর বাসা শহরের উদ্যোগ পাওয়া খবর হয়েছে ত্রসব লমক রাখাত নীতিপর বাসা শহরের উদ্যোগ পাওয়া খবর হয়েছে ত্রসব লমক রাখাত নীতিপর বাসা শহরের উদ্যোগ পাওয়া খবর হয়েছে ত্রসব লমক রাখাত নীতিপর বাসা শহরের উদ্যোগ পাওয়া খবর হয়েছে ত্রসব লমক রাখাত নীতিপর বাসা শহরের উদ্যোগ পাওয়া খবর হয়েছে ত্রসব লমক রাখাত নীতিপর বাসা শহরের উদ্যোগ পাওয়া খবর হয়েছে ত্রসব লমক রাখাত নীতিপর বাসা শহরের উদ্যোগ পাওয়া খবর হয়েছে ত্রসব লমক রাখাত নীতিপর বাসা শহরের উদ্যোগ পাওয়া খবর হয়েছে ত্রসব লমক রাখাত নীতিপর বাসা শহরের উদ্যোগ পাওয়া খবর হয়েছে ত্রসব লমক রাখাত নীতিপর বাসা শহরের উদ্যোগ পাওয়া খবর হয়েছে ত্রসব লমক রাখাত নীতিপর বাসা শহরের উদ্যোগ পাওয়া খবর হয়েছে ত্রসব লমক রাখাত নীতিপর বাসা শহরের উদ্যোগ পাওয়া খবর হয়েছে ত্রসব লমক রাখাত নীতিপর বাসা শহরের উদ্যোগ পাওয়া খবর হয়েছে ত্রসব লমক রাখাত নীতিপর বাসা শহরের উদ্যোগ পাওয়া খবর হয়েছে ত্রসব লমক রাখাত নীতিপর বাসা শহরের উদ্যোগ পাওয়া খবর হয়েছে ত্রসব লমক রাখাত নীতিপর বাসা শহরের উদ্যোগ পাওয়া খবর হয়েছে ত্রসব লমক রাখাত নীতিপর বাসা শহরের উদ্যোগ পাওয়া খবর হয়েছে ত্রসব লমক রাখাত নীতিপর বাসা শহরের উদ্যোগ পাওয়া খবর হয়েছে ত্রসব লমক রাখাত নীতিপর বাসা শহরের উদ্যোগ পাওয়া খবর হয়েছে ত্রসব লমক রাখাত নীতিপর বাসা শহরের উদ্যোগ পাওয়া খবর হয়েছে ত্রসব লমক রাখাত নীতিপর বাসা শহরের উদ্যোগ পাওয়া খবর হয়েছে ত্রসব লমক রাখাত নীতিপর বাসা শহরের উদ্যোগ পাওয়া খবর হয়েছে ত্রসব লমক রাখাত নীতিপর বাসা শহরের উদ্যোগ পাওয়া খবর হয়েছে ত্রসব লমক রাখাত নীতিপর বাসা শহরের উদ্যোগ পাওয়া খবর হয়েছে ত্রসব লমক রাখাত নীতিপর বাসা শহরের উদ্যোগ পাওয়া খবর হয়েছে ত্রসব লমক রাখাত নীতিপর বাসা শহরের উদ্যোগ পাওয়া খবর হয়েছে	[384, 84, 572, 392]
news-article	[4, 1050, 190, 1215]
article-headline: সম্পদের বেশির ভাগই আফ্রিকায় দান	[391, 51, 565, 83]
article-body: ত্রসব লমক রাখাত নীতিপর বাসা শহরের উদ্যোগ পাওয়া খবর হয়েছে ত্রসব লমক রাখাত নীতিপর বাসা শহরের উদ্যোগ পাওয়া খবর হয়েছে ত্রসব লমক রাখাত নীতিপর বাসা শহরের উদ্যোগ পাওয়া খবর হয়েছে ত্রসব লমক রাখাত নীতিপর বাসা শহরের উদ্যোগ পাওয়া খবর হয়েছে ত্রসব লমক রাখাত নীতিপর বাসা শহরের উদ্যোগ পাওয়া খবর হয়েছে ত্রসব লমক রাখাত নীতিপর বাসা শহরের উদ্যোগ পাওয়া খবর হয়েছে ত্রসব লমক রাখাত নীতিপর বাসা শহরের উদ্যোগ পাওয়া খবর হয়েছে ত্রসব লমক রাখাত নীতিপর বাসা শহরের উদ্যোগ পাওয়া খবর হয়েছে ত্রসব লমক রাখাত নীতিপর বাসা শহরের উদ্যোগ পাওয়া খবর হয়েছে ত্রসব লমক রাখাত নীতিপর বাসা শহরের উদ্যোগ পাওয়া খবর হয়েছে ত্রসব লমক রাখাত নীতিপর বাসা শহরের উদ্যোগ পাওয়া খবর হয়েছে ত্রসব লমক রাখাত নীতিপর বাসা শহরের উদ্যোগ পাওয়া খবর হয়েছে ত্রসব লমক রাখাত নীতিপর বাসা শহরের উদ্যোগ পাওয়া খবর হয়েছে ত্রসব লমক রাখাত নীতিপর বাসা শহরের উদ্যোগ পাওয়া খবর হয়েছে ত্রসব লমক রাখাত নীতিপর বাসা শহরের উদ্যোগ পাওয়া খবর হয়েছে ত্রসব লমক রাখাত নীতিপর বাসা শহরের উদ্যোগ পাওয়া খবর হয়েছে ত্রসব লমক রাখাত নীতিপর বাসা শহরের উদ্যোগ পাওয়া খবর হয়েছে ত্রসব লমক রাখাত নীতিপর বাসা শহরের উদ্যোগ পাওয়া খবর হয়েছে ত্রসব লমক রাখাত নীতিপর বাসা শহরের উদ্যোগ পাওয়া খবর হয়েছে ত্রসব লমক রাখাত নীতিপর বাসা শহরের উদ্যোগ পাওয়া খবর হয়েছে ত্রসব লমক রাখাত নীতিপর বাসা শহরের উদ্যোগ পাওয়া খবর হয়েছে ত্রসব লমক রাখাত নীতিপর বাসা শহরের উদ্যোগ পাওয়া খবর হয়েছে	[580, 886, 766, 1128]
article-headline: পণ্যর হাটে চাঁদাবাজি করলে কঠোর	[586, 51, 760, 66]
article-body: ত্রসব লমক রাখাত নীতিপর বাসা শহরের উদ্যোগ পাওয়া খবর হয়েছে ত্রসব লমক রাখাত নীতিপর বাসা শহরের উদ্যোগ পাওয়া খবর হয়েছে ত্রসব লমক রাখাত নীতিপর বাসা শহরের উদ্যোগ পাওয়া খবর হয়েছে ত্রসব লমক রাখাত নীতিপর বাসা শহরের উদ্যোগ পাওয়া খবর হয়েছে ত্রসব লমক রাখাত নীতিপর বাসা শহরের উদ্যোগ পাওয়া খবর হয়েছে ত্রসব লমক রাখাত নীতিপর বাসা শহরের উদ্যোগ পাওয়া খবর হয়েছে ত্রসব লমক রাখাত নীতিপর বাসা শহরের উদ্যোগ পাওয়া খবর হয়েছে ত্রসব লমক রাখাত নীতিপর বাসা শহরের উদ্যোগ পাওয়া খবর হয়েছে ত্রসব লমক রাখাত নীতিপর বাসা শহরের উদ্যোগ পাওয়া খবর হয়েছে ত্রসব লমক রাখাত নীতিপর বাসা শহরের উদ্যোগ পাওয়া খবর হয়েছে ত্রসব লমক রাখাত নীতিপর বাসা শহরের উদ্যোগ পাওয়া খবর হয়েছে ত্রসব লমক রাখাত নীতিপর বাসা শহরের উদ্যোগ পাওয়া খবর হয়েছে ত্রসব লমক রাখাত নীতিপর বাসা শহরের উদ্যোগ পাওয়া খবর হয়েছে ত্রসব লমক রাখাত নীতিপর বাসা শহরের উদ্যোগ পাওয়া খবর হয়েছে ত্রসব লমক রাখাত নীতিপর বাসা শহরের উদ্যোগ পাওয়া খবর হয়েছে ত্রসব লমক রাখাত নীতিপর বাসা শহরের উদ্যোগ পাওয়া খবর হয়েছে ত্রসব লমক রাখাত নীতিপর বাসা শহরের উদ্যোগ পাওয়া খবর হয়েছে ত্রসব লমক রাখাত নীতিপর বাসা শহরের উদ্যোগ পাওয়া খবর হয়েছে ত্রসব লমক রাখাত নীতিপর বাসা শহরের উদ্যোগ পাওয়া খবর হয়েছে ত্রসব লমক রাখাত নীতিপর বাসা শহরের উদ্যোগ পাওয়া খবর হয়েছে ত্রসব লমক রাখাত নীতিপর বাসা শহরের উদ্যোগ পাওয়া খবর হয়েছে ত্রসব লমক রাখাত নীতিপর বাসা শহরের উদ্যোগ পাওয়া খবর হয়েছে	[384, 950, 572, 1191]
article-body: ত্রসব লমক রাখাত নীতিপর বাসা শহরের উদ্যোগ পাওয়া খবর হয়েছে ত্রসব লমক রাখাত নীতিপর বাসা শহরের উদ্যোগ পাওয়া খবর হয়েছে ত্রসব লমক রাখাত নীতিপর বাসা শহরের উদ্যোগ পাওয়া খবর হয়েছে	[198, 67, 376, 106]
article-headline: সাংবাদিক মুজিব	[243, 716, 331, 733]
news-article	[198, 1337, 376, 1558]
news-article	[580, 870, 766, 1128]
article-body: ত্রসব লমক রাখাত নীতিপর বাসা শহরের উদ্যোগ পাওয়া খবর হয়েছে ত্রসব লমক রাখাত নীতিপর বাসা শহরের উদ্যোগ পাওয়া খবর হয়েছে ত্রসব লমক রাখাত নীতিপর বাসা শহরের উদ্যোগ পাওয়া খবর হয়েছে ত্রসব লমক রাখাত নীতিপর বাসা শহরের উদ্যোগ পাওয়া খবর হয়েছে ত্রসব লমক রাখাত নীতিপর বাসা শহরের উদ্যোগ পাওয়া খবর হয়েছে ত্রসব লমক রাখাত নীতিপর বাসা শহরের উদ্যোগ পাওয়া খবর হয়েছে ত্রসব লমক রাখাত নীতিপর বাসা শহরের উদ্যোগ পাওয়া খবর হয়েছে ত্রসব লমক রাখাত নীতিপর বাসা শহরের উদ্যোগ পাওয়া খবর হয়েছে ত্রসব লমক রাখাত নীতিপর বাসা শহরের উদ্যোগ পাওয়া খবর হয়েছে ত্রসব লমক রাখাত নীতিপর বাসা শহরের উদ্যোগ পাওয়া খবর হয়েছে ত্রসব লমক রাখাত নীতিপর বাসা শহরের উদ্যোগ পাওয়া খবর হয়েছে ত্রসব লমক রাখাত নীতিপর বাসা শহরের উদ্যোগ পাওয়া খবর হয়েছে ত্রসব লমক রাখাত নীতিপর বাসা শহরের উদ্যোগ পাওয়া খবর হয়েছে ত্রসব লমক রাখাত নীতিপর বাসা শহরের উদ্যোগ পাওয়া খবর হয়েছে ত্রসব লমক রাখাত নীতিপর বাসা শহরের উদ্যোগ পাওয়া খবর হয়েছে ত্রসব লমক রাখাত নীতিপর বাসা শহরের উদ্যোগ পাওয়া খবর হয়েছে ত্রসব লমক রাখাত নীতিপর বাসা শহরের উদ্যোগ পাওয়া খবর হয়েছে ত্রসব লমক রাখাত নীতিপর বাসা শহরের উদ্যোগ পাওয়া খবর হয়েছে ত্রসব লমক রাখাত নীতিপর বাসা শহরের উদ্যোগ পাওয়া খবর হয়েছে ত্রসব লমক রাখাত নীতিপর বাসা শহরের উদ্যোগ পাওয়া খবর হয়েছে ত্রসব লমক রাখাত নীতিপর বাসা শহরের উদ্যোগ পাওয়া খবর হয়েছে ত্রসব লমক রাখাত নীতিপর বাসা শহরের উদ্যোগ পাওয়া খবর হয়েছে ত্রসব লমক রাখাত নীতিপর বাসা শহরের উদ্যোগ পাওয়া খবর হয়েছে ত্রসব লমক রাখাত নীতিপর বাসা শহরের উদ্যোগ পাওয়া খবর হয়েছে	[580, 67, 766, 328]
news-article	[580, 522, 766, 866]
article-body: ত্রসব লমক রাখাত নীতিপর বাসা শহরের উদ্যোগ পাওয়া খবর হয়েছে ত্রসব লমক রাখাত নীতিপর বাসা শহরের উদ্যোগ পাওয়া খবর হয়েছে ত্রসব লমক রাখাত নীতিপর বাসা শহরের উদ্যোগ পাওয়া খবর হয়েছে ত্রসব লমক রাখাত নীতিপর বাসা শহরের উদ্যোগ পাওয়া খবর হয়েছে ত্রসব লমক রাখাত নীতিপর বাসা শহরের উদ্যোগ পাওয়া খবর হয়েছে ত্রসব লমক রাখাত নীতিপর বাসা শহরের উদ্যোগ পাওয়া খবর হয়েছে ত্রসব লমক রাখাত নীতিপর বাসা শহরের উদ্যোগ পাওয়া খবর হয়েছে	[384, 1210, 572, 1288]
article-body: ত্রসব লমক রাখাত নীতিপর বাসা শহরের উদ্যোগ পাওয়া খবর হয়েছে ত্রসব লমক রাখাত নীতিপর বাসা শহরের উদ্যোগ পাওয়া খবর হয়েছে ত্রসব লমক রাখাত নীতিপর বাসা শহরের উদ্যোগ পাওয়া খবর হয়েছে ত্রসব লমক রাখাত নীতিপর বাসা শহরের উদ্যোগ পাওয়া খবর হয়েছে ত্রসব লমক রাখাত নীতিপর বাসা শহরের উদ্যোগ পাওয়া খবর হয়েছে	[4, 988, 190, 1046]
article-body: ত্রসব লমক রাখাত নীতিপর বাসা শহরের উদ্যোগ পাওয়া খবর হয়েছে ত্রসব লমক রাখাত নীতিপর বাসা শহরের উদ্যোগ পাওয়া খবর হয়েছে ত্রসব লমক রাখাত নীতিপর বাসা শহরের উদ্যোগ পাওয়া খবর হয়েছে ত্রসব লমক রাখাত নীতিপর বাসা শহরের উদ্যোগ পাওয়া খবর হয়েছে ত্রসব লমক রাখাত নীতিপর বাসা শহরের উদ্যোগ পাওয়া খবর হয়েছে ত্রসব লমক রাখাত নীতিপর বাসা শহরের উদ্যোগ পাওয়া খবর হয়েছে ত্রসব লমক রাখাত নীতিপর বাসা শহরের উদ্যোগ পাওয়া খবর হয়েছে ত্রসব লমক রাখাত নীতিপর বাসা শহরের উদ্যোগ পাওয়া খবর হয়েছে ত্রসব লমক রাখাত নীতিপর বাসা শহরের উদ্যোগ পাওয়া খবর হয়েছে ত্রসব লমক রাখাত নীতিপর বাসা শহরের উদ্যোগ পাওয়া খবর হয়েছে ত্রসব লমক রাখাত নীতিপর বাসা শহরের উদ্যোগ পাওয়া খবর হয়েছে ত্রসব লমক রাখাত নীতিপর বাসা শহরের উদ্যোগ পাওয়া খবর হয়েছে ত্রসব লমক রাখাত নীতিপর বাসা শহরের উদ্যোগ পাওয়া খবর হয়েছে ত্রসব লমক রাখাত নীতিপর বাসা শহরের উদ্যোগ পাওয়া খবর হয়েছে ত্রসব লমক রাখাত নীতিপর বাসা শহরের উদ্যোগ পাওয়া খবর হয়েছে ত্রসব লমক রাখাত নীতিপর বাসা শহরের উদ্যোগ পাওয়া খবর হয়েছে ত্রসব লমক রাখাত নীতিপর বাসা শহরের উদ্যোগ পাওয়া খবর হয়েছে ত্রসব লমক রাখাত নীতিপর বাসা শহরের উদ্যোগ পাওয়া খবর হয়েছে ত্রসব লমক রাখাত নীতিপর বাসা শহরের উদ্যোগ পাওয়া খবর হয়েছে ত্রসব লমক রাখাত নীতিপর বাসা শহরের উদ্যোগ পাওয়া খবর হয়েছে ত্রসব লমক রাখাত নীতিপর বাসা শহরের উদ্যোগ পাওয়া খবর হয়েছে ত্রসব লমক রাখাত নীতিপর বাসা শহরের উদ্যোগ পাওয়া খবর হয়েছে	[4, 727, 190, 969]
news-article	[198, 717, 376, 1235]
news-column-3	[384, 48, 572, 1582]
news-article	[4, 973, 190, 1046]
news-article	[4, 469, 190, 707]
news-column-1	[4, 48, 190, 1215]
article-headline: কোরবানির বর্জ্য অপসারণে	[24, 468, 170, 485]
news-article	[580, 1303, 766, 1574]
article-body: ত্রসব লমক রাখাত নীতিপর বাসা শহরের উদ্যোগ পাওয়া খবর হয়েছে ত্রসব লমক রাখাত নীতিপর বাসা শহরের উদ্যোগ পাওয়া খবর হয়েছে ত্রসব লমক রাখাত নীতিপর বাসা শহরের উদ্যোগ পাওয়া খবর হয়েছে ত্রসব লমক রাখাত নীতিপর বাসা শহরের উদ্যোগ পাওয়া খবর হয়েছে ত্রসব লমক রাখাত নীতিপর বাসা শহরের উদ্যোগ পাওয়া খবর হয়েছে ত্রসব লমক রাখাত নীতিপর বাসা শহরের উদ্যোগ পাওয়া খবর হয়েছে ত্রসব লমক রাখাত নীতিপর বাসা শহরের উদ্যোগ পাওয়া খবর হয়েছে ত্রসব লমক রাখাত নীতিপর বাসা শহরের উদ্যোগ পাওয়া খবর হয়েছে ত্রসব লমক রাখাত নীতিপর বাসা শহরের উদ্যোগ পাওয়া খবর হয়েছে ত্রসব লমক রাখাত নীতিপর বাসা শহরের উদ্যোগ পাওয়া খবর হয়েছে ত্রসব লমক রাখাত নীতিপর বাসা শহরের উদ্যোগ পাওয়া খবর হয়েছে ত্রসব লমক রাখাত নীতিপর বাসা শহরের উদ্যোগ পাওয়া খবর হয়েছে ত্রসব লমক রাখাত নীতিপর বাসা শহরের উদ্যোগ পাওয়া খবর হয়েছে ত্রসব লমক রাখাত নীতিপর বাসা শহরের উদ্যোগ পাওয়া খবর হয়েছে ত্রসব লমক রাখাত নীতিপর বাসা শহরের উদ্যোগ পাওয়া খবর হয়েছে ত্রসব লমক রাখাত নীতিপর বাসা শহরের উদ্যোগ পাওয়া খবর হয়েছে ত্রসব লমক রাখাত নীতিপর বাসা শহরের উদ্যোগ পাওয়া খবর হয়েছে ত্রসব লমক রাখাত নীতিপর বাসা শহরের উদ্যোগ পাওয়া খবর হয়েছে ত্রসব লমক রাখাত নীতিপর বাসা শহরের উদ্যোগ পাওয়া খবর হয়েছে ত্রসব লমক রাখাত নীতিপর বাসা শহরের উদ্যোগ পাওয়া খবর হয়েছে	[4, 485, 190, 707]
article-body: ত্রসব লমক রাখাত নীতিপর বাসা শহরের উদ্যোগ পাওয়া খবর হয়েছে ত্রসব লমক রাখাত নীতিপর বাসা শহরের উদ্যোগ পাওয়া খবর হয়েছে ত্রসব লমক রাখাত নীতিপর বাসা শহরের উদ্যোগ পাওয়া খবর হয়েছে ত্রসব লমক রাখাত নীতিপর বাসা শহরের উদ্যোগ পাওয়া খবর হয়েছে ত্রসব লমক রাখাত নীতিপর বাসা শহরের উদ্যোগ পাওয়া খবর হয়েছে ত্রসব লমক রাখাত নীতিপর বাসা শহরের উদ্যোগ পাওয়া খবর হয়েছে ত্রসব লমক রাখাত নীতিপর বাসা শহরের উদ্যোগ পাওয়া খবর হয়েছে ত্রসব লমক রাখাত নীতিপর বাসা শহরের উদ্যোগ পাওয়া খবর হয়েছে ত্রসব লমক রাখাত নীতিপর বাসা শহরের উদ্যোগ পাওয়া খবর হয়েছে ত্রসব লমক রাখাত নীতিপর বাসা শহরের উদ্যোগ পাওয়া খবর হয়েছে ত্রসব লমক রাখাত নীতিপর বাসা শহরের উদ্যোগ পাওয়া খবর হয়েছে ত্রসব লমক রাখাত নীতিপর বাসা শহরের উদ্যোগ পাওয়া খবর হয়েছে	[4, 1079, 190, 1215]
article-headline: ঈদে অভ্যন্তরীণ রুটে অতিরিক্ত ফ্লাইট পরিচালনা করছে বাংলাদেশ বিমান	[205, 1335, 369, 1383]
